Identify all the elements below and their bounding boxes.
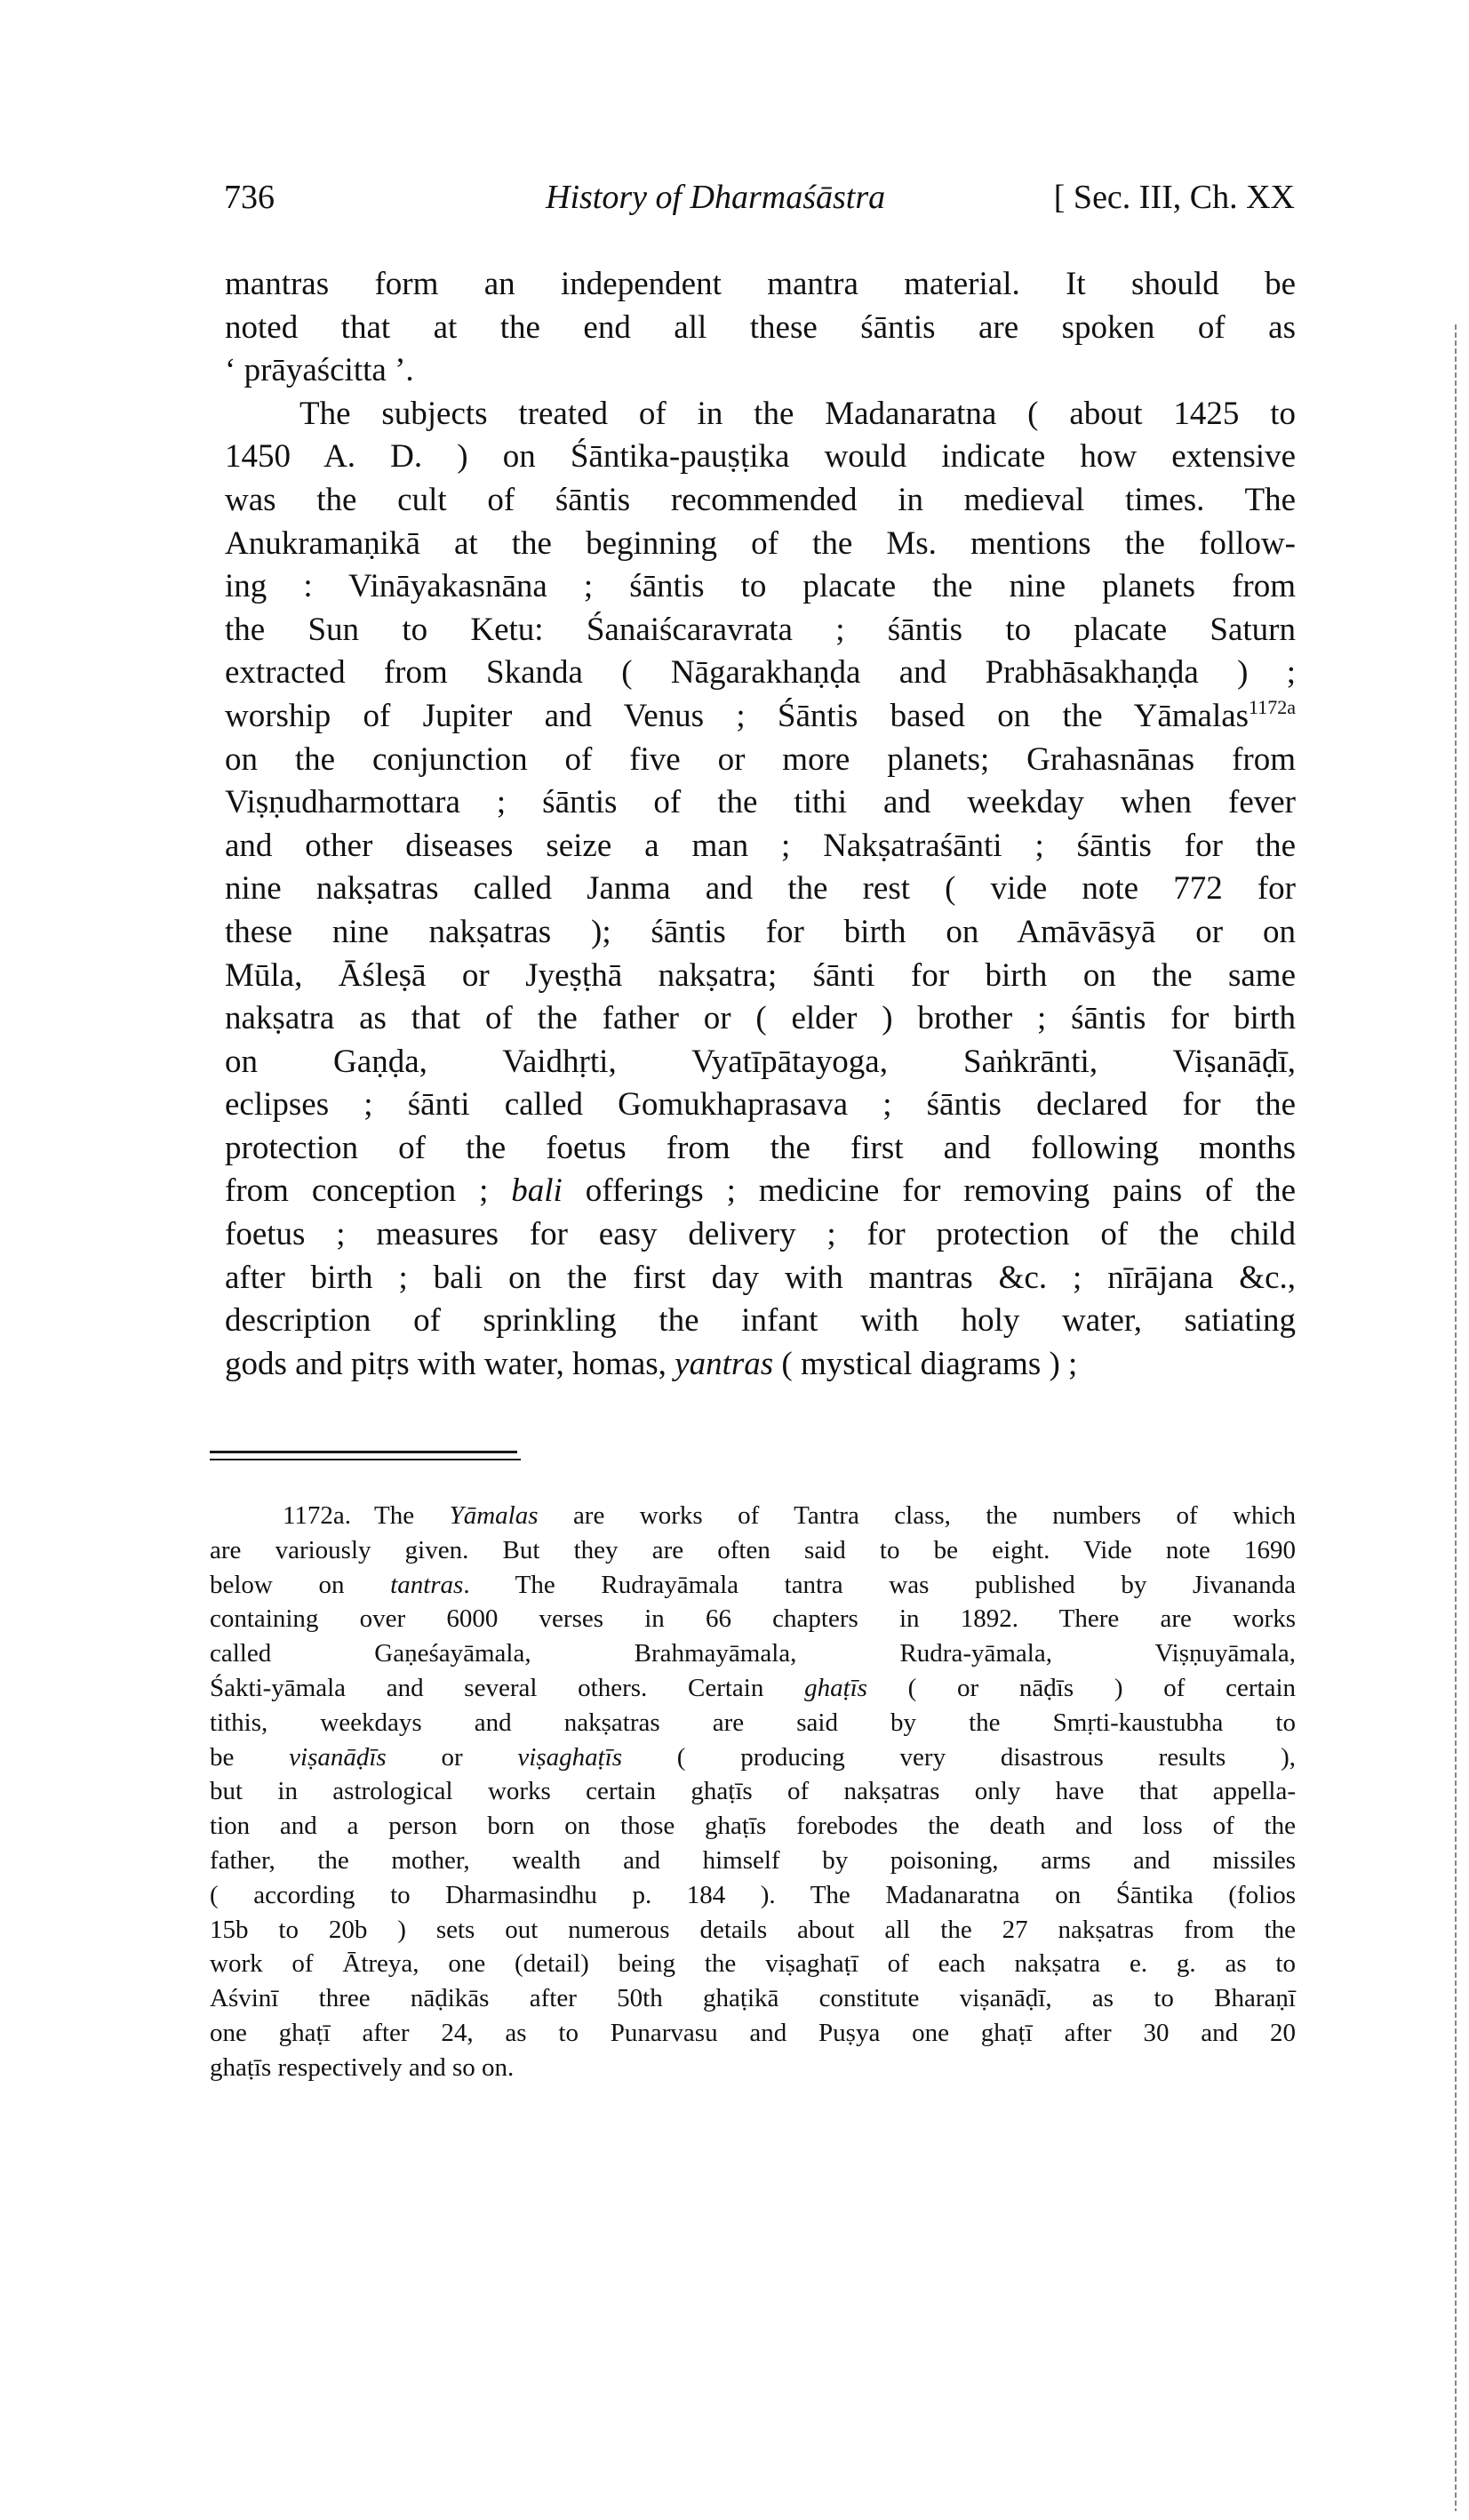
footnote-line: but in astrological works certain ghaṭīs of nakṣatras only have that appella- (210, 1777, 1296, 1806)
footnote-rule-bottom (210, 1459, 521, 1460)
footnote-line: containing over 6000 verses in 66 chapters in 1892. There are works (210, 1604, 1296, 1634)
footnote-line: father, the mother, wealth and himself by poisoning, arms and missiles (210, 1845, 1296, 1875)
footnote-line: ( according to Dharmasindhu p. 184 ). The Madanaratna on Śāntika (folios (210, 1880, 1296, 1909)
footnote-line: below on tantras. The Rudrayāmala tantra was published by Jivananda (210, 1570, 1296, 1599)
text-line: worship of Jupiter and Venus ; Śāntis based on the Yāmalas$^{1172a}$ (225, 695, 1296, 734)
footnote-line: Śakti-yāmala and several others. Certain ghaṭīs ( or nāḍīs ) of certain (210, 1673, 1297, 1702)
footnote-rule-top (210, 1451, 517, 1453)
footnote-line: ghaṭīs respectively and so on. (210, 2052, 515, 2082)
text-line: extracted from Skanda ( Nāgarakhaṇḍa and Prabhāsakhaṇḍa ) ; (225, 654, 1296, 692)
footnote-line: work of Ātreya, one (detail) being the viṣaghaṭī of each nakṣatra e. g. as to (210, 1949, 1296, 1979)
text-line: after birth ; bali on the first day with mantras &c. ; nīrājana &c., (225, 1259, 1296, 1296)
text-line: from conception ; bali offerings ; medicine for removing pains of the (225, 1172, 1297, 1210)
footnote-line: 15b to 20b ) sets out numerous details about all the 27 nakṣatras from the (210, 1915, 1296, 1944)
text-line: and other diseases seize a man ; Nakṣatraśānti ; śāntis for the (225, 827, 1296, 864)
text-line: nakṣatra as that of the father or ( elder ) brother ; śāntis for birth (225, 1000, 1296, 1037)
footnotes (210, 1499, 1296, 2085)
text-line: ing : Vināyakasnāna ; śāntis to placate the nine planets from (225, 568, 1296, 605)
running-header (224, 174, 1295, 220)
footnote-line: be viṣanāḍīs or viṣaghaṭīs ( producing very disastrous results ), (210, 1742, 1296, 1772)
footnote-number: 1172a. (283, 1501, 352, 1530)
main-text (225, 263, 1296, 1386)
scan-edge-artifact (1455, 324, 1457, 2511)
text-line: ‘ prāyaścitta ’. (225, 352, 414, 389)
text-line: 1450 A. D. ) on Śāntika-pauṣṭika would indicate how extensive (225, 438, 1296, 476)
text-line: on the conjunction of five or more planets; Grahasnānas from (225, 740, 1296, 778)
footnote-line: one ghaṭī after 24, as to Punarvasu and Puṣya one ghaṭī after 30 and 20 (210, 2018, 1296, 2047)
text-line: the Sun to Ketu: Śanaiścaravrata ; śāntis to placate Saturn (225, 611, 1296, 648)
footnote-line: called Gaṇeśayāmala, Brahmayāmala, Rudra-yāmala, Viṣṇuyāmala, (210, 1639, 1296, 1668)
text-line: mantras form an independent mantra material. It should be (225, 266, 1296, 302)
footnote-line: are variously given. But they are often said to be eight. Vide note 1690 (210, 1535, 1296, 1564)
text-line: noted that at the end all these śāntis are spoken of as (225, 308, 1296, 346)
footnote-line: tithis, weekdays and nakṣatras are said by the Smṛti-kaustubha to (210, 1708, 1296, 1737)
footnote-line: 1172a. The Yāmalas are works of Tantra class, the numbers of which (283, 1501, 1296, 1530)
text-line: on Gaṇḍa, Vaidhṛti, Vyatīpātayoga, Saṅkrānti, Viṣanāḍī, (225, 1043, 1296, 1080)
page-number: 736 (224, 179, 275, 216)
text-line: Mūla, Āśleṣā or Jyeṣṭhā nakṣatra; śānti for birth on the same (225, 956, 1296, 994)
text-line: Anukramaṇikā at the beginning of the Ms. mentions the follow- (225, 524, 1296, 562)
text-line: The subjects treated of in the Madanaratna ( about 1425 to (299, 395, 1296, 432)
book-title: History of Dharmaśāstra (546, 179, 886, 216)
text-line: nine nakṣatras called Janma and the rest ( vide note 772 for (225, 870, 1296, 908)
text-line: eclipses ; śānti called Gomukhaprasava ; śāntis declared for the (225, 1086, 1296, 1124)
text-line: Viṣṇudharmottara ; śāntis of the tithi and weekday when fever (225, 784, 1296, 821)
section-reference: [ Sec. III, Ch. XX (1053, 179, 1295, 216)
text-line: was the cult of śāntis recommended in medieval times. The (225, 481, 1296, 518)
footnote-line: tion and a person born on those ghaṭīs forebodes the death and loss of the (210, 1812, 1296, 1841)
text-line: protection of the foetus from the first and following months (225, 1129, 1296, 1166)
text-line: these nine nakṣatras ); śāntis for birth on Amāvāsyā or on (225, 913, 1296, 950)
text-line: gods and pitṛs with water, homas, yantras ( mystical diagrams ) ; (225, 1345, 1078, 1382)
text-line: description of sprinkling the infant with holy water, satiating (225, 1302, 1296, 1340)
footnote-reference[interactable]: 1172a (1249, 695, 1296, 718)
text-line: foetus ; measures for easy delivery ; for protection of the child (225, 1216, 1296, 1253)
footnote-line: Aśvinī three nāḍikās after 50th ghaṭikā constitute viṣanāḍī, as to Bharaṇī (210, 1984, 1296, 2013)
